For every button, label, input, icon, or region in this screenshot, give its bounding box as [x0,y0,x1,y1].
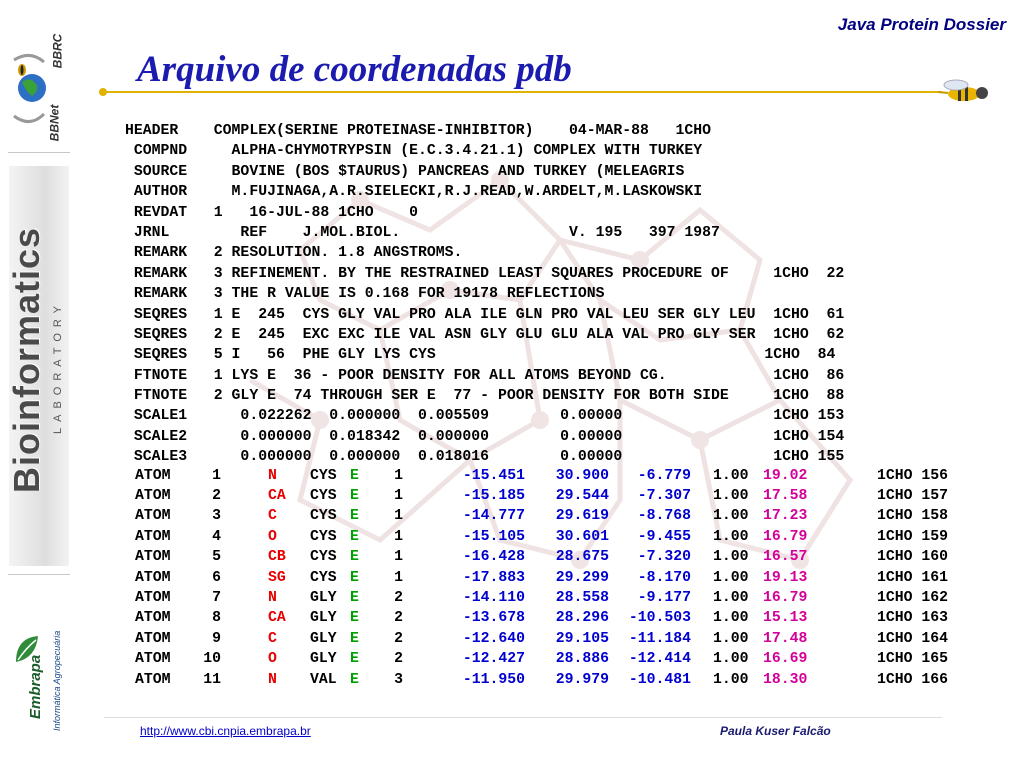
atom-z: -7.320 [637,549,691,566]
atom-seq: 1 [394,549,403,566]
atom-row [125,529,985,549]
atom-x: -14.777 [462,508,525,525]
atom-residue: CYS [310,569,337,586]
atom-bfactor: 16.79 [763,528,808,545]
atom-occupancy: 1.00 [713,569,749,586]
atom-x: -16.428 [462,549,525,566]
atom-id: 1CHO 163 [877,610,949,627]
atom-z: -9.455 [637,528,691,545]
atom-y: 29.979 [555,671,609,688]
pdb-listing [125,121,985,692]
atom-residue: GLY [310,651,337,668]
atom-name: C [268,508,277,525]
title-rule [104,91,942,93]
atom-seq: 3 [394,671,403,688]
atom-x: -12.640 [462,630,525,647]
footer-author: Paula Kuser Falcão [720,724,831,738]
atom-x: -14.110 [462,589,525,606]
atom-row [125,651,985,671]
atom-y: 28.886 [555,651,609,668]
atom-name: O [268,528,277,545]
atom-occupancy: 1.00 [713,528,749,545]
atom-name: CA [268,488,286,505]
atom-occupancy: 1.00 [713,589,749,606]
atom-x: -17.883 [462,569,525,586]
atom-name: N [268,467,277,484]
atom-name: N [268,671,277,688]
atom-residue: CYS [310,488,337,505]
atom-serial: 8 [212,610,221,627]
atom-id: 1CHO 160 [877,549,949,566]
pdb-record-line: FTNOTE 2 GLY E 74 THROUGH SER E 77 - POOR DENSITY FOR BOTH SIDE 1CHO 88 [125,388,845,405]
atom-row [125,508,985,528]
atom-seq: 2 [394,651,403,668]
atom-y: 29.544 [555,488,609,505]
atom-record: ATOM [135,610,171,627]
atom-row [125,488,985,508]
atom-y: 29.619 [555,508,609,525]
atom-chain: E [350,528,359,545]
bbrc-logo-text: BBRC [50,33,65,69]
atom-occupancy: 1.00 [713,467,749,484]
atom-seq: 2 [394,589,403,606]
left-sidebar [0,0,100,768]
atom-record: ATOM [135,528,171,545]
atom-z: -9.177 [637,589,691,606]
atom-bfactor: 19.13 [763,569,808,586]
atom-bfactor: 17.48 [763,630,808,647]
atom-name: C [268,630,277,647]
atom-y: 30.900 [555,467,609,484]
atom-bfactor: 18.30 [763,671,808,688]
atom-x: -15.105 [462,528,525,545]
pdb-record-line: SEQRES 5 I 56 PHE GLY LYS CYS 1CHO 84 [125,347,836,364]
atom-residue: VAL [310,671,337,688]
atom-row [125,631,985,651]
atom-record: ATOM [135,589,171,606]
atom-y: 28.675 [555,549,609,566]
atom-row [125,610,985,630]
atom-row [125,570,985,590]
atom-chain: E [350,651,359,668]
pdb-record-line: SEQRES 2 E 245 EXC EXC ILE VAL ASN GLY GLU GLU ALA VAL PRO GLY SER 1CHO 62 [125,326,845,343]
atom-row [125,468,985,488]
atom-y: 28.296 [555,610,609,627]
atom-serial: 6 [212,569,221,586]
pdb-record-line: REMARK 3 THE R VALUE IS 0.168 FOR 19178 REFLECTIONS [125,286,605,303]
pdb-record-line: SCALE3 0.000000 0.000000 0.018016 0.00000 1CHO 155 [125,449,845,466]
atom-z: -8.170 [637,569,691,586]
atom-y: 28.558 [555,589,609,606]
atom-bfactor: 16.79 [763,589,808,606]
atom-record: ATOM [135,549,171,566]
atom-record: ATOM [135,467,171,484]
atom-name: CB [268,549,286,566]
atom-row [125,672,985,692]
atom-id: 1CHO 166 [877,671,949,688]
atom-id: 1CHO 156 [877,467,949,484]
atom-bfactor: 16.69 [763,651,808,668]
atom-x: -13.678 [462,610,525,627]
atom-residue: GLY [310,589,337,606]
atom-x: -15.451 [462,467,525,484]
atom-name: SG [268,569,286,586]
pdb-record-line: SCALE1 0.022262 0.000000 0.005509 0.00000 1CHO 153 [125,408,845,425]
atom-z: -12.414 [628,651,691,668]
pdb-record-line: COMPND ALPHA-CHYMOTRYPSIN (E.C.3.4.21.1) COMPLEX WITH TURKEY [125,143,703,160]
atom-occupancy: 1.00 [713,508,749,525]
atom-serial: 9 [212,630,221,647]
pdb-record-line: REVDAT 1 16-JUL-88 1CHO 0 [125,204,419,221]
pdb-record-line: REMARK 2 RESOLUTION. 1.8 ANGSTROMS. [125,245,463,262]
atom-seq: 1 [394,467,403,484]
atom-row [125,549,985,569]
atom-serial: 7 [212,589,221,606]
atom-name: N [268,589,277,606]
atom-chain: E [350,610,359,627]
atom-record: ATOM [135,630,171,647]
atom-serial: 4 [212,528,221,545]
atom-chain: E [350,508,359,525]
pdb-record-line: SOURCE BOVINE (BOS $TAURUS) PANCREAS AND TURKEY (MELEAGRIS [125,163,685,180]
atom-serial: 11 [203,671,221,688]
atom-occupancy: 1.00 [713,630,749,647]
atom-residue: CYS [310,508,337,525]
atom-x: -12.427 [462,651,525,668]
atom-chain: E [350,630,359,647]
atom-chain: E [350,467,359,484]
pdb-record-line: FTNOTE 1 LYS E 36 - POOR DENSITY FOR ALL ATOMS BEYOND CG. 1CHO 86 [125,367,845,384]
brand-title: Java Protein Dossier [837,15,1006,34]
pdb-record-line: HEADER COMPLEX(SERINE PROTEINASE-INHIBITOR) 04-MAR-88 1CHO [125,123,712,139]
atom-serial: 1 [212,467,221,484]
atom-serial: 10 [203,651,221,668]
pdb-record-line: SEQRES 1 E 245 CYS GLY VAL PRO ALA ILE GLN PRO VAL LEU SER GLY LEU 1CHO 61 [125,306,845,323]
atom-id: 1CHO 157 [877,488,949,505]
atom-id: 1CHO 164 [877,630,949,647]
atom-occupancy: 1.00 [713,549,749,566]
atom-residue: CYS [310,467,337,484]
atom-seq: 2 [394,610,403,627]
atom-chain: E [350,549,359,566]
bee-icon [934,78,994,106]
atom-id: 1CHO 165 [877,651,949,668]
atom-id: 1CHO 158 [877,508,949,525]
pdb-record-line: SCALE2 0.000000 0.018342 0.000000 0.00000 1CHO 154 [125,428,845,445]
atom-chain: E [350,671,359,688]
pdb-record-line: REMARK 3 REFINEMENT. BY THE RESTRAINED LEAST SQUARES PROCEDURE OF 1CHO 22 [125,265,845,282]
atom-x: -11.950 [462,671,525,688]
globe-logo [10,40,50,130]
atom-y: 29.299 [555,569,609,586]
atom-occupancy: 1.00 [713,651,749,668]
atom-z: -7.307 [637,488,691,505]
atom-seq: 2 [394,630,403,647]
atom-seq: 1 [394,528,403,545]
atom-seq: 1 [394,488,403,505]
atom-seq: 1 [394,569,403,586]
atom-id: 1CHO 159 [877,528,949,545]
atom-z: -6.779 [637,467,691,484]
atom-chain: E [350,589,359,606]
atom-x: -15.185 [462,488,525,505]
atom-name: CA [268,610,286,627]
atom-record: ATOM [135,488,171,505]
lab-name: Bioinformatics [6,226,47,494]
atom-id: 1CHO 161 [877,569,949,586]
atom-occupancy: 1.00 [713,610,749,627]
embrapa-logo-text: Embrapa [27,654,44,719]
atom-bfactor: 17.58 [763,488,808,505]
atom-record: ATOM [135,508,171,525]
atom-occupancy: 1.00 [713,488,749,505]
atom-bfactor: 19.02 [763,467,808,484]
footer-link[interactable]: http://www.cbi.cnpia.embrapa.br [140,724,311,738]
lab-subtitle: LABORATORY [52,300,64,434]
atom-residue: CYS [310,549,337,566]
footer-rule [104,717,942,718]
atom-residue: GLY [310,610,337,627]
atom-record: ATOM [135,671,171,688]
atom-bfactor: 15.13 [763,610,808,627]
atom-z: -8.768 [637,508,691,525]
atom-record: ATOM [135,651,171,668]
atom-id: 1CHO 162 [877,589,949,606]
atom-residue: GLY [310,630,337,647]
bbnet-logo-text: BBNet [47,104,62,142]
atom-y: 29.105 [555,630,609,647]
sidebar-divider [8,152,70,153]
atom-seq: 1 [394,508,403,525]
pdb-record-line: AUTHOR M.FUJINAGA,A.R.SIELECKI,R.J.READ,W.ARDELT,M.LASKOWSKI [125,184,703,201]
atom-residue: CYS [310,528,337,545]
atom-chain: E [350,488,359,505]
atom-name: O [268,651,277,668]
embrapa-subtitle: Informática Agropecuária [52,630,62,731]
atom-z: -10.503 [628,610,691,627]
pdb-record-line: JRNL REF J.MOL.BIOL. V. 195 397 1987 [125,224,720,241]
atom-serial: 3 [212,508,221,525]
atom-bfactor: 17.23 [763,508,808,525]
atom-z: -11.184 [628,630,691,647]
atom-bfactor: 16.57 [763,549,808,566]
atom-serial: 2 [212,488,221,505]
atom-occupancy: 1.00 [713,671,749,688]
atom-z: -10.481 [628,671,691,688]
atom-chain: E [350,569,359,586]
page-title: Arquivo de coordenadas pdb [137,49,572,90]
atom-record: ATOM [135,569,171,586]
atom-y: 30.601 [555,528,609,545]
atom-row [125,590,985,610]
sidebar-divider [8,574,70,575]
atom-serial: 5 [212,549,221,566]
